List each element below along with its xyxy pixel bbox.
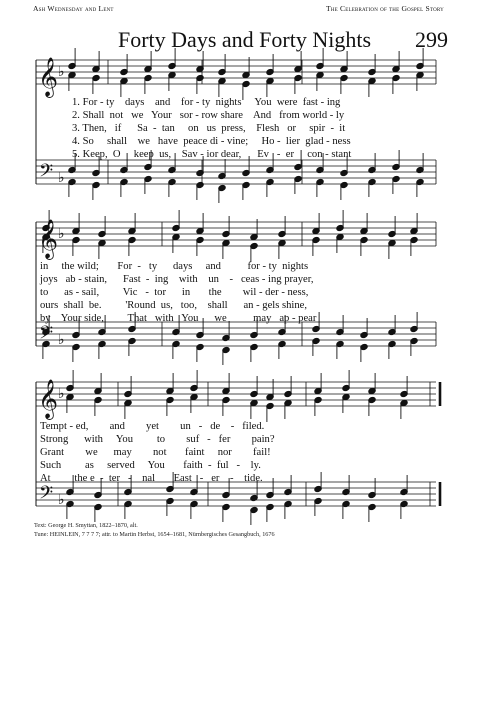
flat-sign-icon: ♭ bbox=[58, 492, 65, 508]
bass-clef-icon: 𝄢 bbox=[39, 483, 54, 508]
hymn-number: 299 bbox=[415, 27, 448, 52]
running-header-left: Ash Wednesday and Lent bbox=[33, 4, 114, 13]
lyric-line-system3-verse1: Tempt - ed, and yet un - de - filed. bbox=[40, 421, 265, 432]
lyric-line-system3-verse5: At the e - ter - nal East - er - tide. bbox=[40, 473, 263, 484]
lyric-line-system3-verse2: Strong with You to suf - fer pain? bbox=[40, 434, 275, 445]
treble-clef-icon: 𝄞 bbox=[38, 57, 59, 97]
flat-sign-icon: ♭ bbox=[58, 170, 65, 186]
treble-clef-icon: 𝄞 bbox=[38, 379, 59, 419]
bass-clef-icon: 𝄢 bbox=[39, 161, 54, 186]
lyric-line-system2-verse4: ours shall be. 'Round us, too, shall an - gels shine, bbox=[40, 300, 308, 311]
flat-sign-icon: ♭ bbox=[58, 226, 65, 242]
tune-credit: Tune: HEINLEIN, 7 7 7 7; attr. to Martin Herbst, 1654–1681, Nürnbergisches Gesangbuch, 1676 bbox=[34, 531, 275, 538]
lyric-line-system1-verse3: 3. Then, if Sa - tan on us press, Flesh or spir - it bbox=[72, 123, 346, 134]
lyric-line-system1-verse1: 1. For - ty days and for - ty nights You were fast - ing bbox=[72, 97, 341, 108]
lyric-line-system2-verse2: joys ab - stain, Fast - ing with un - ceas - ing prayer, bbox=[40, 274, 314, 285]
bass-clef-icon: 𝄢 bbox=[39, 323, 54, 348]
treble-clef-icon: 𝄞 bbox=[38, 219, 59, 259]
flat-sign-icon: ♭ bbox=[58, 386, 65, 402]
lyric-line-system3-verse4: Such as served You faith - ful - ly. bbox=[40, 460, 261, 471]
hymn-title: Forty Days and Forty Nights bbox=[118, 27, 371, 52]
lyric-line-system2-verse3: to as - sail, Vic - tor in the wil - der - ness, bbox=[40, 287, 309, 298]
flat-sign-icon: ♭ bbox=[58, 64, 65, 80]
lyric-line-system1-verse5: 5. Keep, O keep us, Sav - ior dear, Ev - er con - stant bbox=[72, 149, 352, 160]
lyric-line-system3-verse3: Grant we may not faint nor fail! bbox=[40, 447, 271, 458]
lyric-line-system2-verse1: in the wild; For - ty days and for - ty nights bbox=[40, 261, 309, 272]
flat-sign-icon: ♭ bbox=[58, 332, 65, 348]
lyric-line-system1-verse4: 4. So shall we have peace di - vine; Ho - lier glad - ness bbox=[72, 136, 351, 147]
text-credit: Text: George H. Smyttan, 1822–1870, alt. bbox=[34, 522, 138, 529]
running-header-right: The Celebration of the Gospel Story bbox=[325, 4, 444, 13]
lyric-line-system2-verse5: by Your side, That with You we may ap - pear bbox=[40, 313, 317, 324]
lyric-line-system1-verse2: 2. Shall not we Your sor - row share And from world - ly bbox=[72, 110, 345, 121]
